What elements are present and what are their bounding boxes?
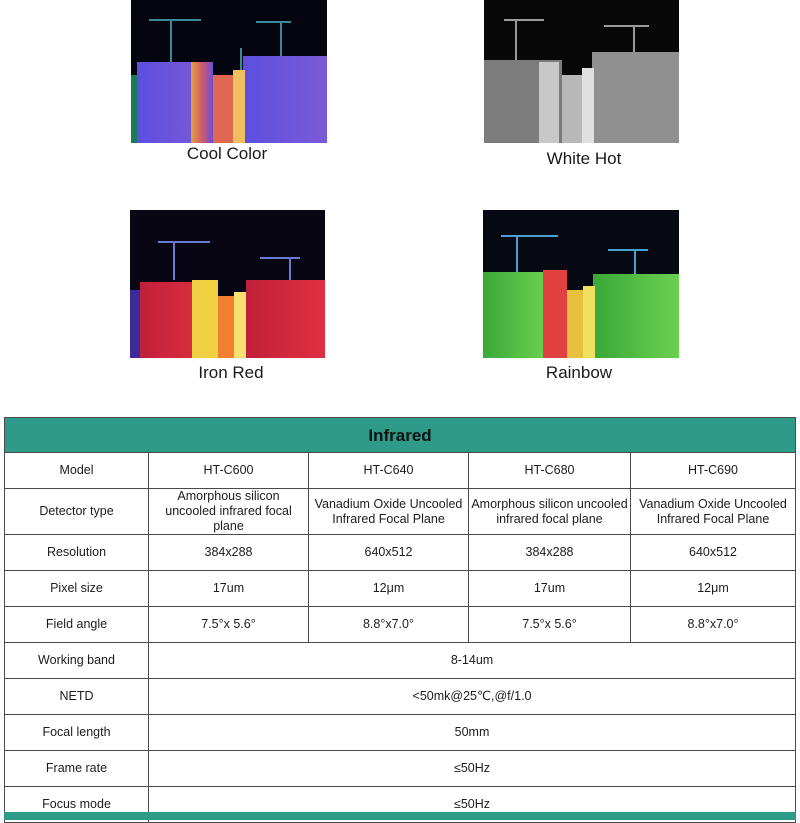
row-label: Focus mode bbox=[5, 787, 149, 823]
white-hot-caption: White Hot bbox=[546, 149, 622, 168]
row-label: Pixel size bbox=[5, 571, 149, 607]
infrared-spec-table bbox=[4, 417, 796, 823]
rainbow-caption: Rainbow bbox=[545, 363, 613, 382]
table-cell: 12μm bbox=[309, 571, 469, 607]
row-label: NETD bbox=[5, 679, 149, 715]
table-row bbox=[5, 607, 796, 643]
table-cell-merged: ≤50Hz bbox=[149, 787, 796, 823]
table-cell: HT-C640 bbox=[309, 453, 469, 489]
table-cell-merged: <50mk@25℃,@f/1.0 bbox=[149, 679, 796, 715]
table-cell: 7.5°x 5.6° bbox=[469, 607, 631, 643]
row-label: Detector type bbox=[5, 489, 149, 535]
table-cell: HT-C690 bbox=[631, 453, 796, 489]
table-row bbox=[5, 535, 796, 571]
table-cell: 17um bbox=[149, 571, 309, 607]
table-cell: 384x288 bbox=[469, 535, 631, 571]
table-cell-merged: ≤50Hz bbox=[149, 751, 796, 787]
row-label: Resolution bbox=[5, 535, 149, 571]
table-cell: 384x288 bbox=[149, 535, 309, 571]
white-hot-thermal-image bbox=[484, 0, 679, 143]
table-cell: Amorphous silicon uncooled infrared focal plane bbox=[149, 489, 309, 535]
iron-red-thermal-image bbox=[130, 210, 325, 358]
rainbow-thermal-image bbox=[483, 210, 679, 358]
table-cell-merged: 50mm bbox=[149, 715, 796, 751]
table-row bbox=[5, 715, 796, 751]
row-label: Focal length bbox=[5, 715, 149, 751]
table-cell: 640x512 bbox=[309, 535, 469, 571]
cool-color-caption: Cool Color bbox=[186, 144, 268, 163]
table-cell: HT-C600 bbox=[149, 453, 309, 489]
table-cell: 17um bbox=[469, 571, 631, 607]
table-cell: 7.5°x 5.6° bbox=[149, 607, 309, 643]
table-row bbox=[5, 453, 796, 489]
row-label: Model bbox=[5, 453, 149, 489]
table-cell: 640x512 bbox=[631, 535, 796, 571]
table-footer-bar bbox=[4, 812, 796, 820]
table-cell: Vanadium Oxide Uncooled Infrared Focal Plane bbox=[309, 489, 469, 535]
table-cell-merged: 8-14um bbox=[149, 643, 796, 679]
cool-color-thermal-image bbox=[131, 0, 327, 143]
table-cell: Vanadium Oxide Uncooled Infrared Focal Plane bbox=[631, 489, 796, 535]
table-cell: Amorphous silicon uncooled infrared focal plane bbox=[469, 489, 631, 535]
table-cell: 8.8°x7.0° bbox=[309, 607, 469, 643]
table-row bbox=[5, 489, 796, 535]
iron-red-caption: Iron Red bbox=[198, 363, 264, 382]
table-cell: 8.8°x7.0° bbox=[631, 607, 796, 643]
table-cell: HT-C680 bbox=[469, 453, 631, 489]
row-label: Field angle bbox=[5, 607, 149, 643]
table-header-row bbox=[5, 418, 796, 453]
row-label: Frame rate bbox=[5, 751, 149, 787]
table-row bbox=[5, 751, 796, 787]
table-cell: 12μm bbox=[631, 571, 796, 607]
row-label: Working band bbox=[5, 643, 149, 679]
table-row bbox=[5, 679, 796, 715]
table-row bbox=[5, 643, 796, 679]
table-row bbox=[5, 571, 796, 607]
table-title: Infrared bbox=[5, 418, 796, 453]
